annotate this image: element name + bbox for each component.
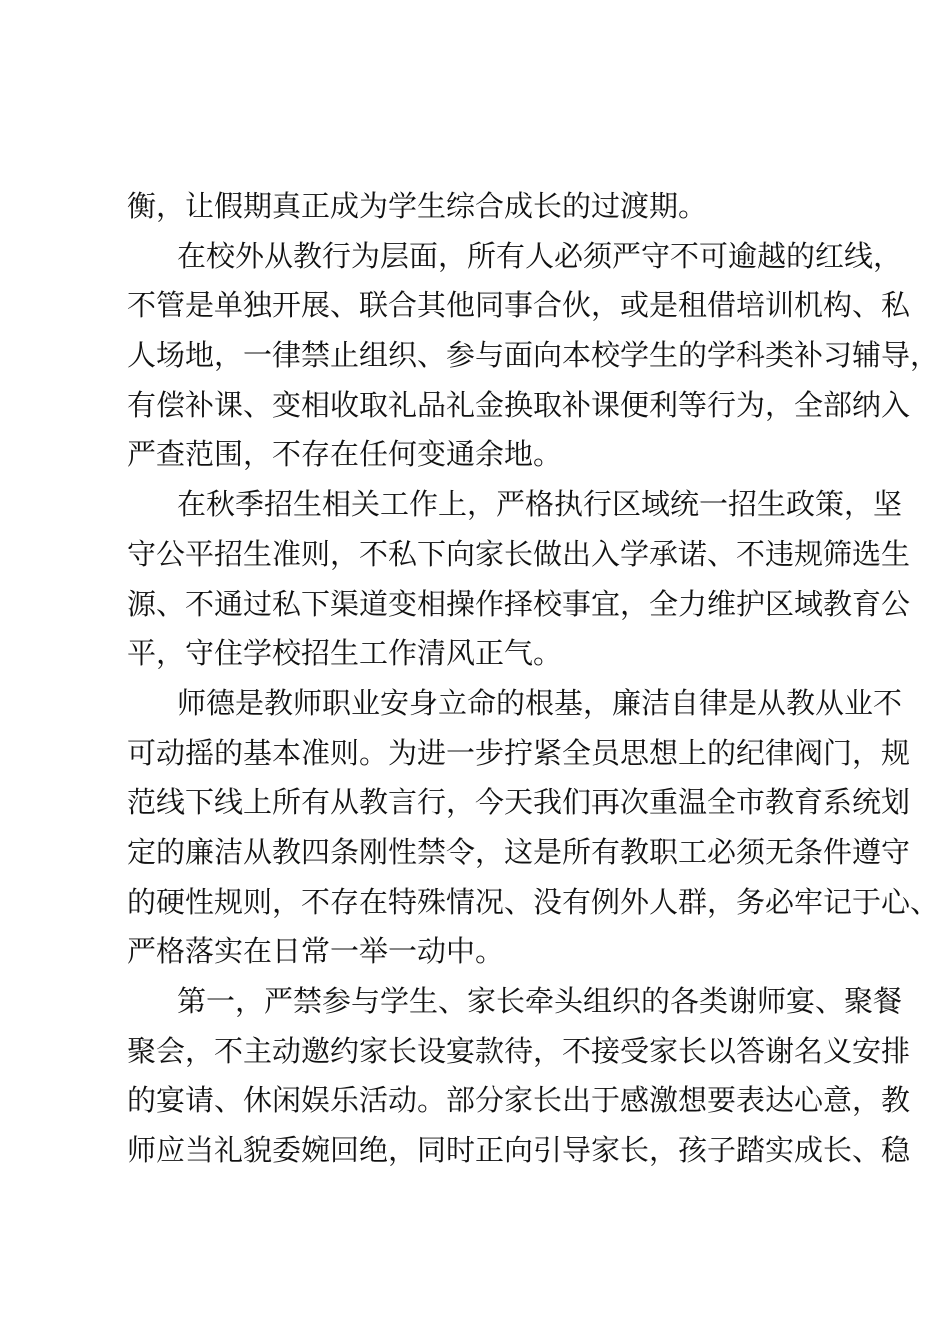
document-body	[127, 182, 940, 1176]
paragraph-3-line-4: 平，守住学校招生工作清风正气。	[127, 636, 563, 671]
paragraph-5-line-1: 第一，严禁参与学生、家长牵头组织的各类谢师宴、聚餐	[177, 984, 903, 1018]
paragraph-4-line-3: 范线下线上所有从教言行，今天我们再次重温全市教育系统划	[127, 785, 911, 820]
paragraph-3-line-2: 守公平招生准则，不私下向家长做出入学承诺、不违规筛选生	[127, 536, 911, 571]
paragraph-4-line-4: 定的廉洁从教四条刚性禁令，这是所有教职工必须无条件遵守	[127, 834, 911, 869]
paragraph-3-line-3: 源、不通过私下渠道变相操作择校事宜，全力维护区域教育公	[127, 586, 911, 621]
paragraph-4-line-5: 的硬性规则，不存在特殊情况、没有例外人群，务必牢记于心、	[127, 884, 940, 919]
paragraph-2-line-1: 在校外从教行为层面，所有人必须严守不可逾越的红线，	[177, 238, 903, 273]
paragraph-3-line-1: 在秋季招生相关工作上，严格执行区域统一招生政策，坚	[177, 487, 903, 522]
paragraph-2-line-4: 有偿补课、变相收取礼品礼金换取补课便利等行为，全部纳入	[127, 387, 911, 422]
paragraph-4-line-1: 师德是教师职业安身立命的根基，廉洁自律是从教从业不	[177, 685, 903, 720]
paragraph-2-line-2: 不管是单独开展、联合其他同事合伙，或是租借培训机构、私	[127, 288, 911, 323]
paragraph-1-line-1: 衡，让假期真正成为学生综合成长的过渡期。	[127, 189, 708, 223]
paragraph-4-line-2: 可动摇的基本准则。为进一步拧紧全员思想上的纪律阀门，规	[127, 735, 911, 770]
paragraph-4-line-6: 严格落实在日常一举一动中。	[127, 934, 505, 969]
paragraph-5-line-4: 师应当礼貌委婉回绝，同时正向引导家长，孩子踏实成长、稳	[127, 1133, 911, 1168]
paragraph-2-line-3: 人场地，一律禁止组织、参与面向本校学生的学科类补习辅导，	[127, 338, 940, 373]
paragraph-5-line-3: 的宴请、休闲娱乐活动。部分家长出于感激想要表达心意，教	[127, 1083, 911, 1118]
paragraph-2-line-5: 严查范围，不存在任何变通余地。	[127, 437, 563, 472]
paragraph-5-line-2: 聚会，不主动邀约家长设宴款待，不接受家长以答谢名义安排	[127, 1033, 911, 1068]
